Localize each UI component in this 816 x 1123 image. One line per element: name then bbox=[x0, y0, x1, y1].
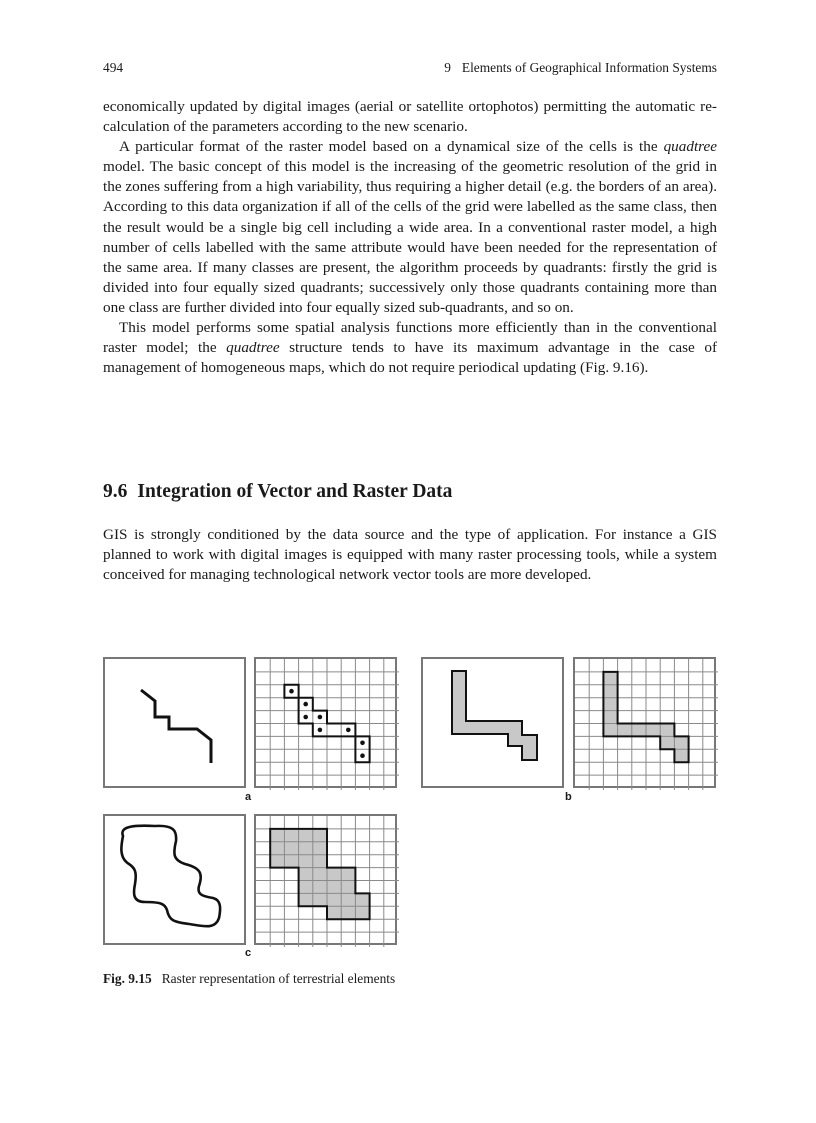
line-feature-icon bbox=[105, 659, 248, 790]
area-feature-icon bbox=[105, 816, 248, 947]
raster-grid-b bbox=[575, 659, 718, 790]
panel-label-b: b bbox=[565, 791, 572, 803]
panel-a-vector bbox=[103, 657, 246, 788]
panel-c-vector bbox=[103, 814, 246, 945]
paragraph-continuation: economically updated by digital images (aerial or satellite ortophotos) permitting the automatic re-calculation of the parameters according to the new scenario. bbox=[103, 98, 717, 136]
polygon-feature-icon bbox=[423, 659, 566, 790]
figure-caption bbox=[103, 971, 395, 987]
paragraph-quadtree: A particular format of the raster model based on a dynamical size of the cells is the quadtree model. The basic concept of this model is the increasing of the geometric resolution of the grid in the zones suffering from a high variability, thus requiring a higher detail (e.g. the borders of an area). According to this data organization if all of the cells of the grid were labelled as the same class, then the result would be a single big cell including a wide area. In a conventional raster model, a high number of cells labelled with the same attribute would have been needed for the representation of the same area. If many classes are present, the algorithm proceeds by quadrants: firstly the grid is divided into four equally sized quadrants; successively only those quadrants containing more than one class are further divided into four equally sized sub-quadrants, and so on. bbox=[103, 138, 717, 316]
raster-grid-a bbox=[256, 659, 399, 790]
panel-label-a: a bbox=[245, 791, 252, 803]
panel-b-raster bbox=[573, 657, 716, 788]
paragraph-efficiency: This model performs some spatial analysis functions more efficiently than in the conventional raster model; the quadtree structure tends to have its maximum advantage in the case of management of homogeneous maps, which do not require periodical updating (Fig. 9.16). bbox=[103, 319, 718, 377]
panel-c-raster bbox=[254, 814, 397, 945]
section-title: Integration of Vector and Raster Data bbox=[137, 481, 453, 502]
panel-label-c: c bbox=[245, 947, 252, 959]
chapter-number: 9 bbox=[444, 60, 451, 75]
raster-grid-c bbox=[256, 816, 399, 947]
figure-caption-text: Raster representation of terrestrial elements bbox=[161, 971, 396, 986]
panel-a-raster bbox=[254, 657, 397, 788]
panel-b-vector bbox=[421, 657, 564, 788]
figure-label: Fig. 9.15 bbox=[103, 971, 152, 986]
paragraph-gis: GIS is strongly conditioned by the data source and the type of application. For instance a GIS planned to work with digital images is equipped with many raster processing tools, while a system conceived for managing technological network vector tools are more developed. bbox=[103, 526, 717, 584]
page-number: 494 bbox=[103, 60, 124, 75]
section-number: 9.6 bbox=[103, 481, 128, 502]
chapter-title: Elements of Geographical Information Systems bbox=[461, 60, 717, 75]
term-quadtree: quadtree bbox=[663, 138, 717, 156]
term-quadtree: quadtree bbox=[226, 339, 280, 357]
